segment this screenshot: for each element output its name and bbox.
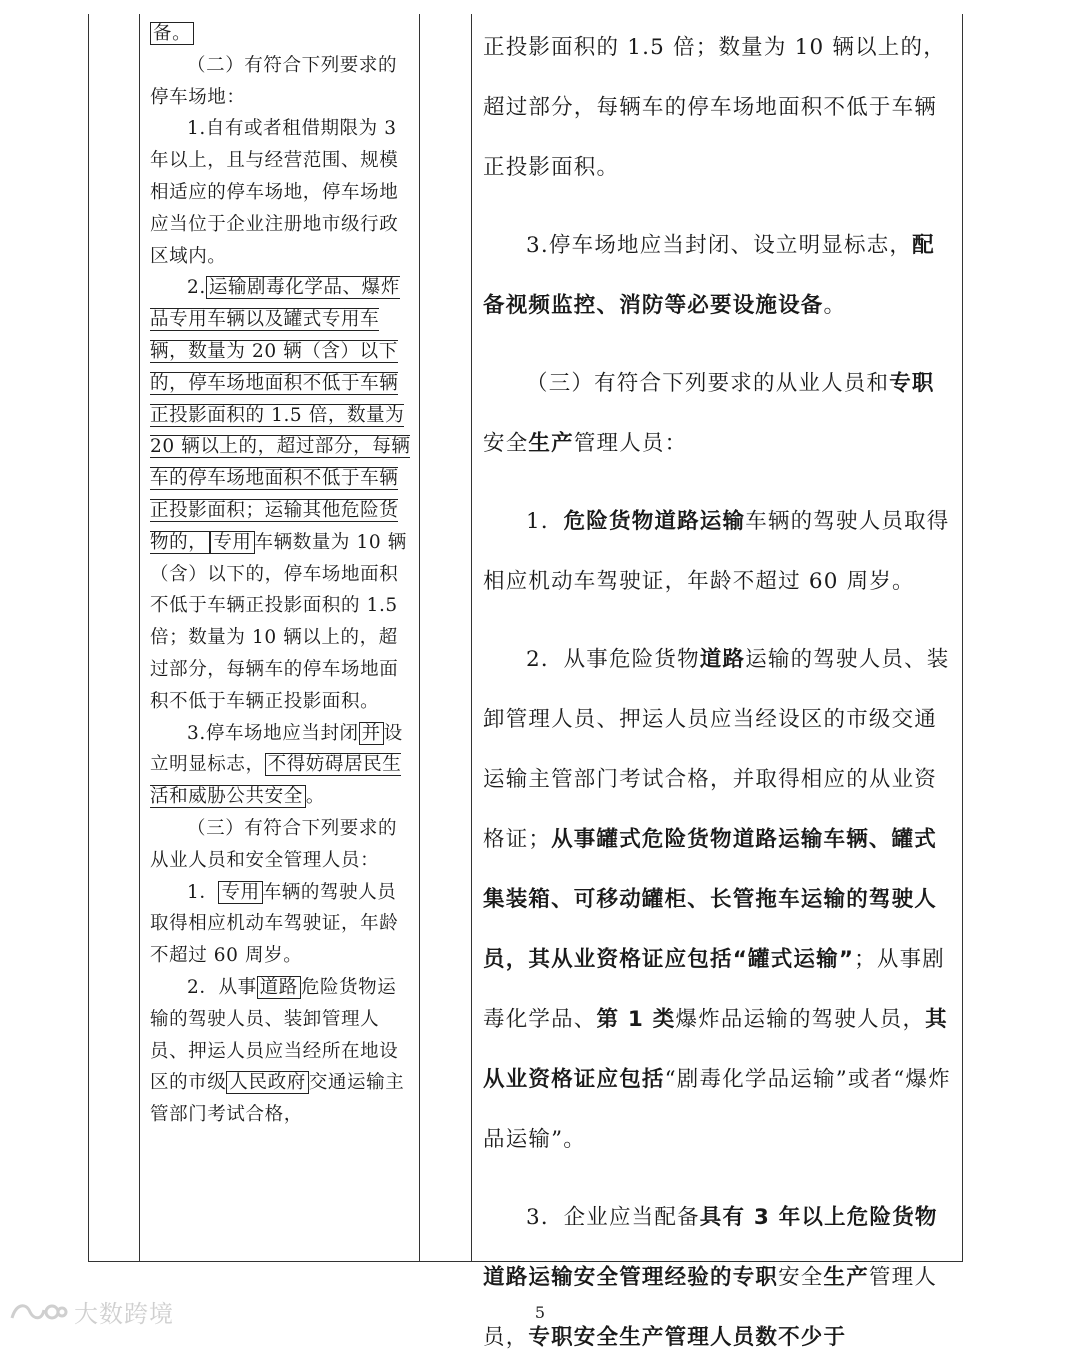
watermark-text: 大数跨境 bbox=[74, 1300, 174, 1328]
text-run: 3.停车场地应当封闭、设立明显标志， bbox=[526, 233, 913, 258]
text-run: 2. bbox=[187, 277, 206, 299]
right-paragraph bbox=[483, 354, 953, 474]
text-run: 3.停车场地应当封闭 bbox=[187, 722, 359, 744]
right-paragraph bbox=[483, 18, 953, 198]
bold-text: 其从业资格证应包括 bbox=[483, 1007, 948, 1092]
bold-text: 专职 bbox=[889, 371, 935, 396]
left-paragraph bbox=[150, 718, 412, 813]
right-paragraph bbox=[483, 630, 953, 1170]
bold-text: 具有 3 年以上危险货物道路运输安全管理经验的专职 bbox=[483, 1205, 938, 1290]
text-run: 正投影面积的 1.5 倍；数量为 10 辆以上的，超过部分，每辆车的停车场地面积不低于车辆正投影面积。 bbox=[483, 35, 946, 180]
left-paragraph bbox=[150, 113, 412, 272]
left-paragraph bbox=[150, 272, 412, 717]
text-run: 运输的驾驶人员、装卸管理人员、押运人员应当经设区的市级交通运输主管部门考试合格，并取得相应的从业资格证； bbox=[483, 647, 950, 852]
marked-text: 专用 bbox=[218, 881, 262, 904]
text-run: 1． bbox=[526, 509, 564, 534]
text-run: 管理人员： bbox=[573, 431, 688, 456]
bold-text: 道路 bbox=[699, 647, 746, 672]
text-run: 安全 bbox=[483, 431, 529, 456]
text-run: 1.自有或者租借期限为 3 年以上，且与经营范围、规模相适应的停车场地，停车场地应当位于企业注册地市级行政区域内。 bbox=[150, 118, 399, 267]
table-divider bbox=[419, 14, 420, 1262]
paragraph-gap bbox=[483, 1170, 953, 1188]
paragraph-gap bbox=[483, 336, 953, 354]
text-run: 安全 bbox=[778, 1265, 824, 1290]
right-paragraph bbox=[483, 1188, 953, 1368]
text-run: 2．从事危险货物 bbox=[526, 647, 700, 672]
text-run: （二）有符合下列要求的停车场地： bbox=[150, 54, 398, 108]
text-run: 车辆数量为 10 辆（含）以下的，停车场地面积不低于车辆正投影面积的 1.5 倍；数量为 10 辆以上的，超过部分，每辆车的停车场地面积不低于车辆正投影面积。 bbox=[150, 531, 407, 712]
text-run: 车辆的驾驶人员取得相应机动车驾驶证，年龄不超过 60 周岁。 bbox=[150, 881, 399, 967]
text-run: 2．从事 bbox=[187, 976, 257, 998]
bold-text: 生产 bbox=[823, 1265, 869, 1290]
left-paragraph bbox=[150, 972, 412, 1131]
table-divider bbox=[139, 14, 140, 1262]
marked-text: 不得妨碍居民生活和威胁公共安全 bbox=[150, 754, 402, 808]
right-paragraph bbox=[483, 492, 953, 612]
right-paragraph bbox=[483, 216, 953, 336]
text-run: （三）有符合下列要求的从业人员和 bbox=[526, 371, 890, 396]
left-paragraph bbox=[150, 18, 412, 50]
text-run: 管理人员， bbox=[483, 1265, 938, 1350]
bold-text: 危险货物道路运输 bbox=[563, 509, 746, 534]
left-paragraph bbox=[150, 813, 412, 877]
text-run: （三）有符合下列要求的从业人员和安全管理人员： bbox=[150, 817, 398, 871]
paragraph-gap bbox=[483, 612, 953, 630]
left-paragraph bbox=[150, 877, 412, 972]
left-column-original-text bbox=[150, 18, 412, 1131]
text-run: 爆炸品运输的驾驶人员， bbox=[675, 1007, 926, 1032]
marked-text: 并 bbox=[359, 722, 384, 745]
table-divider bbox=[471, 14, 472, 1262]
marked-text: 专用 bbox=[210, 531, 254, 554]
text-run: 。 bbox=[823, 293, 847, 318]
bold-text: 从事罐式危险货物道路运输车辆、罐式集装箱、可移动罐柜、长管拖车运输的驾驶人员，其从业资格证应包括“罐式运输” bbox=[483, 827, 938, 972]
page-number: 5 bbox=[534, 1303, 546, 1322]
text-run: 危险货物运输的驾驶人员、装卸管理人员、押运人员应当经所在地设区的市级 bbox=[150, 976, 399, 1094]
text-run: 设立明显标志， bbox=[150, 722, 403, 776]
marked-text: 道路 bbox=[257, 976, 301, 999]
left-paragraph bbox=[150, 50, 412, 114]
text-run: 1． bbox=[187, 881, 219, 903]
right-column-revised-text bbox=[483, 18, 953, 1368]
bold-text: 生产 bbox=[528, 431, 574, 456]
marked-text: 备。 bbox=[150, 22, 194, 45]
bold-text: 专职安全生产管理人员数不少于 bbox=[528, 1325, 847, 1350]
marked-text: 运输剧毒化学品、爆炸品专用车辆以及罐式专用车辆，数量为 20 辆（含）以下的，停车场地面积不低于车辆正投影面积的 1.5 倍，数量为 20 辆以上的，超过部分，每辆车的停车场地面积不低于车辆正投影面积；运输其他危险货物的， bbox=[150, 277, 411, 553]
bold-text: 配备视频监控、消防等必要设施设备 bbox=[483, 233, 935, 318]
text-run: 。 bbox=[305, 786, 325, 808]
marked-text: 人民政府 bbox=[226, 1071, 308, 1094]
text-run: ；从事剧毒化学品、 bbox=[483, 947, 945, 1032]
bold-text: 第 1 类 bbox=[596, 1007, 676, 1032]
paragraph-gap bbox=[483, 474, 953, 492]
text-run: 3．企业应当配备 bbox=[526, 1205, 700, 1230]
text-run: 交通运输主管部门考试合格， bbox=[150, 1072, 405, 1126]
paragraph-gap bbox=[483, 198, 953, 216]
text-run: 车辆的驾驶人员取得相应机动车驾驶证，年龄不超过 60 周岁。 bbox=[483, 509, 950, 594]
text-run: “剧毒化学品运输”或者“爆炸品运输”。 bbox=[483, 1067, 951, 1152]
